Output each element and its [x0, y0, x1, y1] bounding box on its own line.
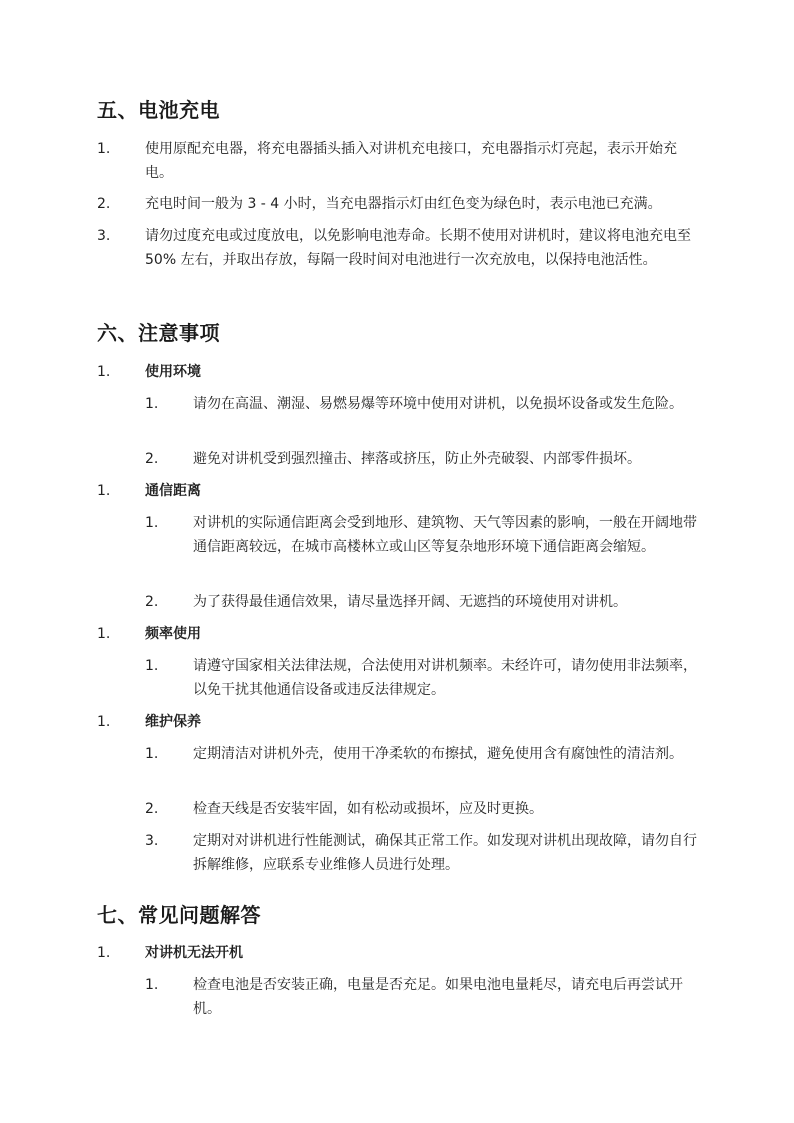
section-title-precautions: 六、注意事项 [97, 321, 220, 345]
list-number: 1. [145, 396, 159, 412]
list-number: 1. [145, 515, 159, 531]
list-text: 为了获得最佳通信效果，请尽量选择开阔、无遮挡的环境使用对讲机。 [193, 594, 627, 610]
list-number: 2. [145, 451, 159, 467]
subsection-title: 通信距离 [145, 483, 201, 499]
list-number: 1. [97, 364, 111, 380]
list-number: 1. [97, 483, 111, 499]
list-number: 1. [97, 626, 111, 642]
list-text: 检查天线是否安装牢固，如有松动或损坏，应及时更换。 [193, 801, 543, 817]
list-text: 请勿过度充电或过度放电，以免影响电池寿命。长期不使用对讲机时，建议将电池充电至 50% 左右，并取出存放，每隔一段时间对电池进行一次充放电，以保持电池活性。 [145, 228, 691, 268]
section-title-faq: 七、常见问题解答 [97, 903, 261, 927]
subsection-title: 使用环境 [145, 364, 201, 380]
list-text: 充电时间一般为 3 - 4 小时，当充电器指示灯由红色变为绿色时，表示电池已充满。 [145, 196, 662, 212]
list-number: 2. [97, 196, 111, 212]
section-title-battery-charging: 五、电池充电 [97, 98, 220, 122]
list-text: 避免对讲机受到强烈撞击、摔落或挤压，防止外壳破裂、内部零件损坏。 [193, 451, 641, 467]
list-number: 1. [97, 714, 111, 730]
list-number: 2. [145, 801, 159, 817]
list-text: 请遵守国家相关法律法规，合法使用对讲机频率。未经许可，请勿使用非法频率，以免干扰其他通信设备或违反法律规定。 [193, 658, 697, 698]
list-text: 对讲机的实际通信距离会受到地形、建筑物、天气等因素的影响，一般在开阔地带通信距离较远，在城市高楼林立或山区等复杂地形环境下通信距离会缩短。 [193, 515, 697, 555]
subsection-title: 维护保养 [145, 714, 201, 730]
list-text: 使用原配充电器，将充电器插头插入对讲机充电接口，充电器指示灯亮起，表示开始充电。 [145, 141, 677, 181]
list-text: 检查电池是否安装正确，电量是否充足。如果电池电量耗尽，请充电后再尝试开机。 [193, 977, 683, 1017]
list-number: 1. [97, 945, 111, 961]
list-number: 2. [145, 594, 159, 610]
subsection-title: 对讲机无法开机 [145, 945, 243, 961]
list-number: 1. [97, 141, 111, 157]
list-text: 定期清洁对讲机外壳，使用干净柔软的布擦拭，避免使用含有腐蚀性的清洁剂。 [193, 746, 683, 762]
list-number: 1. [145, 658, 159, 674]
list-number: 3. [145, 833, 159, 849]
list-number: 1. [145, 746, 159, 762]
list-number: 3. [97, 228, 111, 244]
subsection-title: 频率使用 [145, 626, 201, 642]
list-number: 1. [145, 977, 159, 993]
list-text: 请勿在高温、潮湿、易燃易爆等环境中使用对讲机，以免损坏设备或发生危险。 [193, 396, 683, 412]
list-text: 定期对对讲机进行性能测试，确保其正常工作。如发现对讲机出现故障，请勿自行拆解维修，应联系专业维修人员进行处理。 [193, 833, 697, 873]
